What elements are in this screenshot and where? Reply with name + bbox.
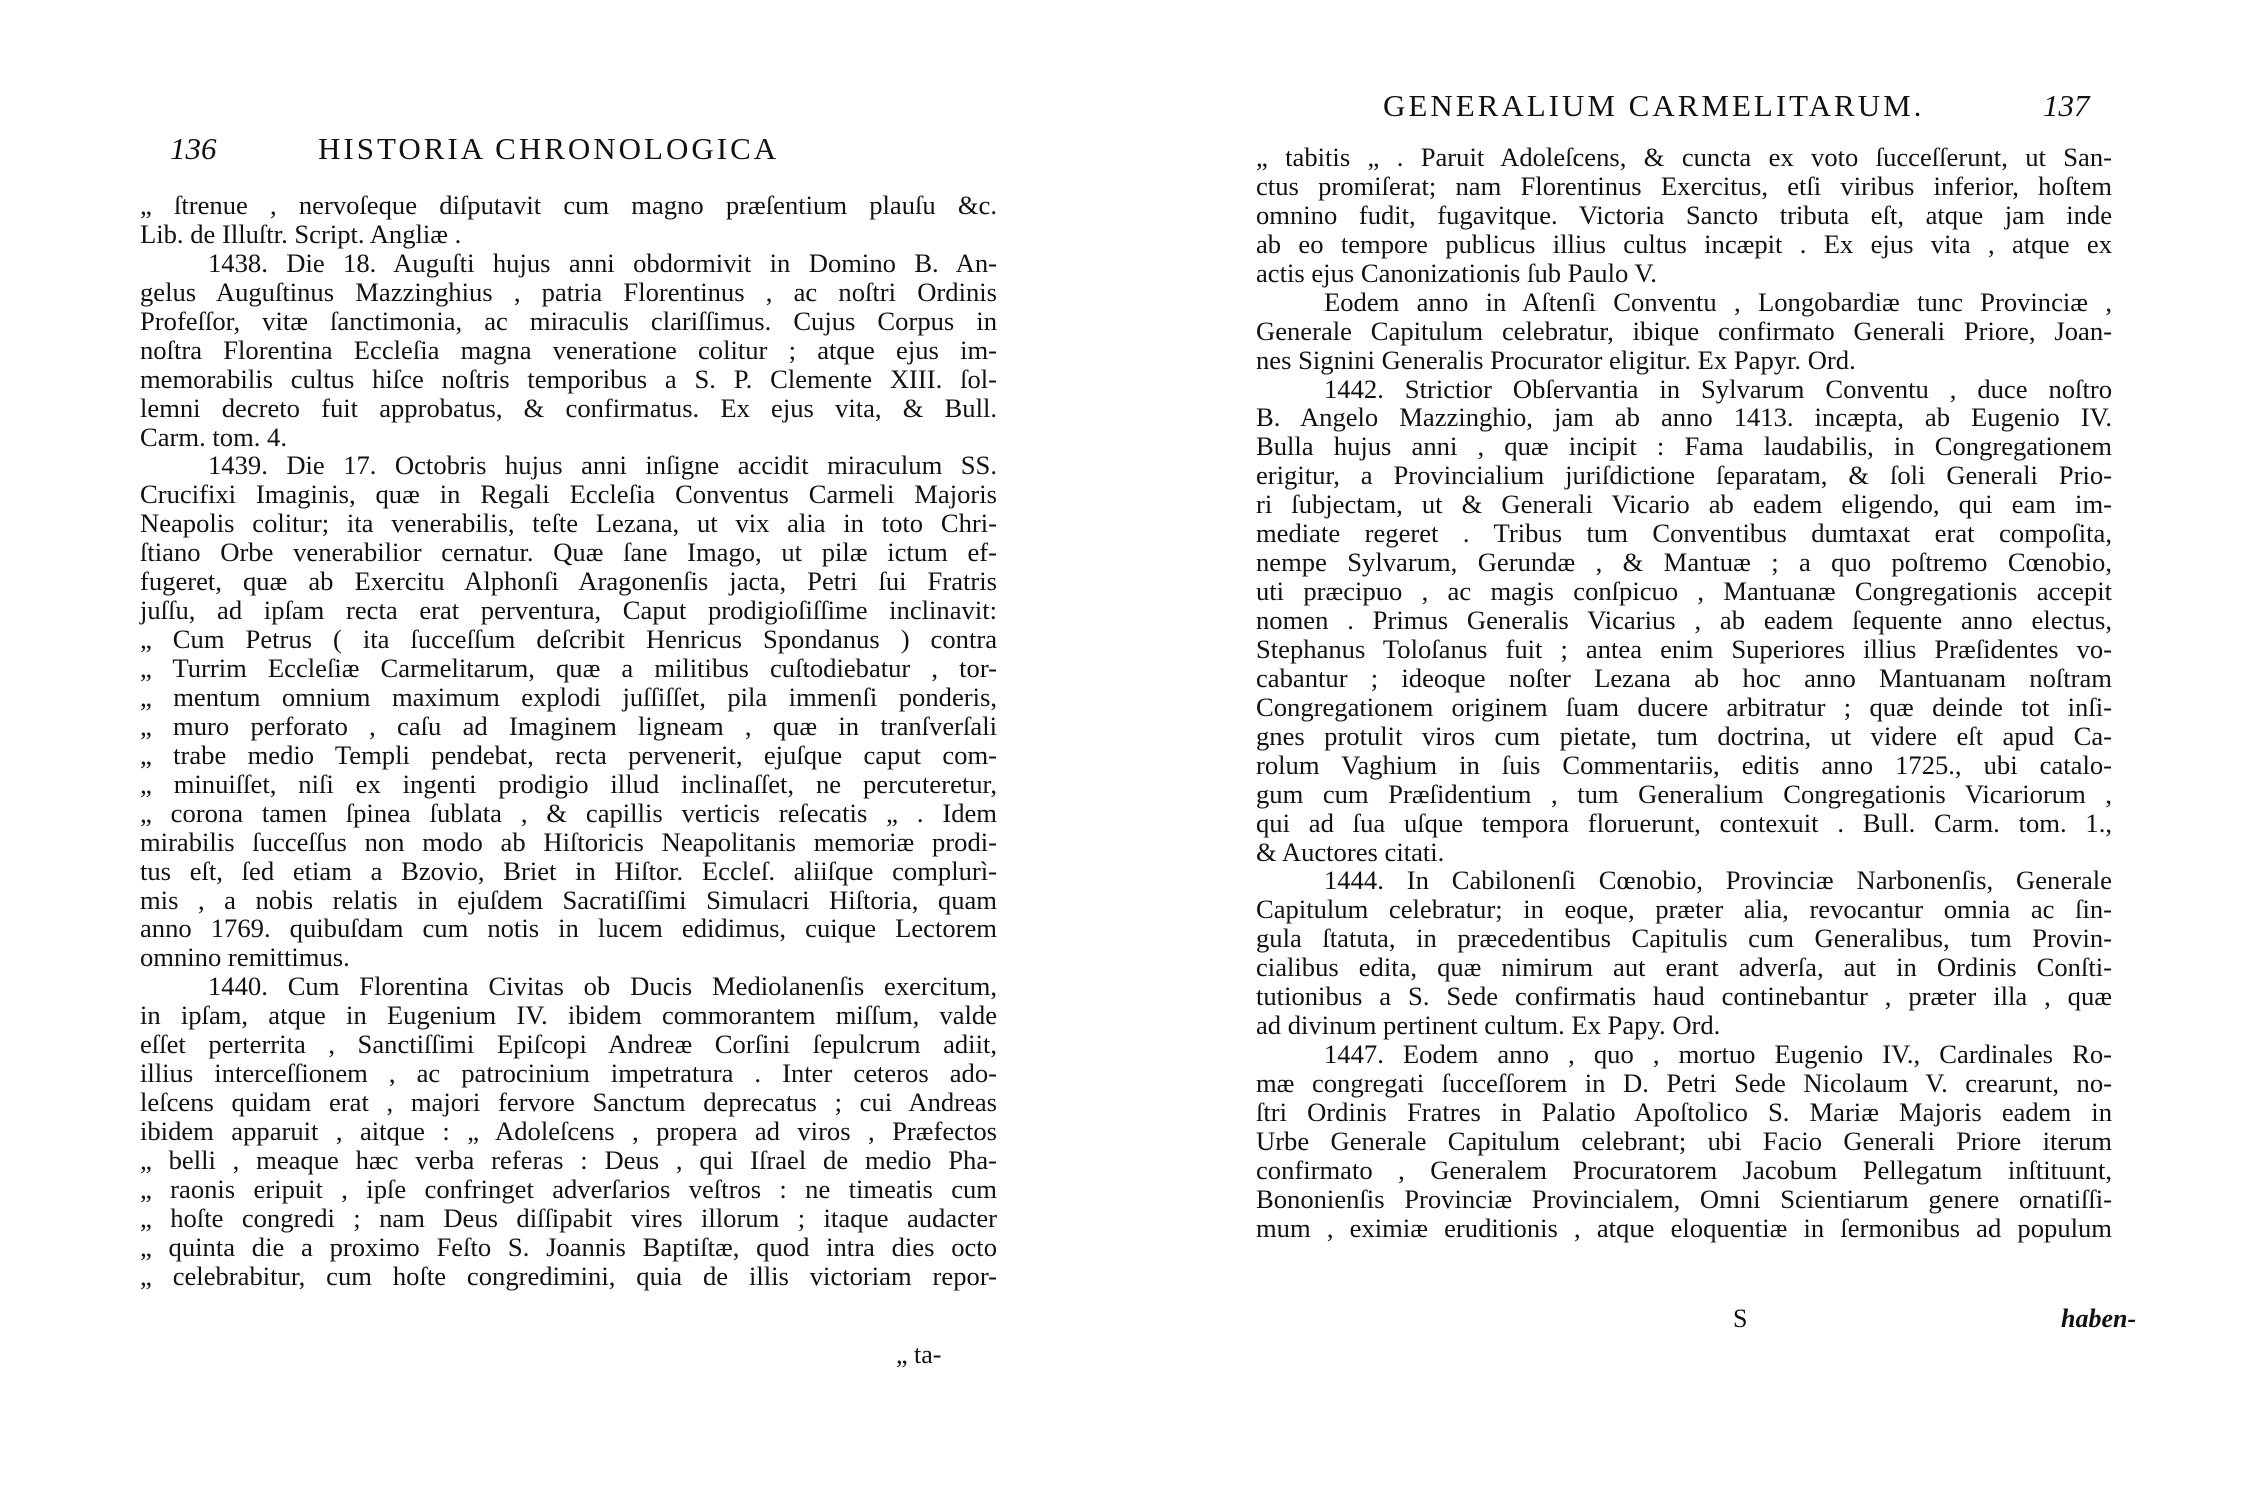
text-line: Lib. de Illuſtr. Script. Angliæ . xyxy=(140,218,462,249)
text-line: Neapolis colitur; ita venerabilis, teſte Lezana, ut vix alia in toto Chri- xyxy=(140,508,997,539)
text-column xyxy=(140,191,997,1291)
page-number: 136 xyxy=(170,131,217,166)
text-line: „ corona tamen ſpinea ſublata , & capillis verticis reſecatis „ . Idem xyxy=(140,797,997,828)
text-line: gula ſtatuta, in præcedentibus Capitulis cum Generalibus, tum Provin- xyxy=(1256,923,2112,954)
text-line: „ minuiſſet, niſi ex ingenti prodigio illud inclinaſſet, ne percuteretur, xyxy=(140,768,997,799)
text-line: „ celebrabitur, cum hoſte congredimini, quia de illis victoriam repor- xyxy=(140,1260,997,1291)
text-line: mediate regeret . Tribus tum Conventibus dumtaxat erat compoſita, xyxy=(1256,518,2112,549)
text-line: nes Signini Generalis Procurator eligitur. Ex Papyr. Ord. xyxy=(1256,344,1856,375)
text-line: tutionibus a S. Sede confirmatis haud continebantur , præter illa , quæ xyxy=(1256,981,2112,1012)
text-line: Bulla hujus anni , quæ incipit : Fama laudabilis, in Congregationem xyxy=(1256,431,2112,462)
text-line: „ ſtrenue , nervoſeque diſputavit cum magno præſentium plauſu &c. xyxy=(140,190,997,220)
text-line: Generale Capitulum celebratur, ibique confirmato Generali Priore, Joan- xyxy=(1256,315,2112,346)
text-line: „ belli , meaque hæc verba referas : Deus , qui Iſrael de medio Pha- xyxy=(140,1144,997,1175)
text-line: omnino remittimus. xyxy=(140,942,350,973)
text-line: illius interceſſionem , ac patrocinium impetratura . Inter ceteros ado- xyxy=(140,1058,997,1089)
text-line: 1438. Die 18. Auguſti hujus anni obdormivit in Domino B. An- xyxy=(208,247,997,278)
signature-mark: S xyxy=(1733,1304,1748,1333)
text-line: ab eo tempore publicus illius cultus incæpit . Ex ejus vita , atque ex xyxy=(1256,228,2112,259)
text-line: lemni decreto fuit approbatus, & confirmatus. Ex ejus vita, & Bull. xyxy=(140,392,997,423)
text-line: omnino fudit, fugavitque. Victoria Sancto tributa eſt, atque jam inde xyxy=(1256,199,2112,230)
text-line: Stephanus Toloſanus fuit ; antea enim Superiores illius Præſidentes vo- xyxy=(1256,633,2112,664)
text-line: anno 1769. quibuſdam cum notis in lucem edidimus, cuique Lectorem xyxy=(140,913,997,944)
text-line: Profeſſor, vitæ ſanctimonia, ac miraculis clariſſimus. Cujus Corpus in xyxy=(140,305,997,336)
text-line: juſſu, ad ipſam recta erat perventura, Caput prodigioſiſſime inclinavit: xyxy=(140,595,997,626)
text-line: cabantur ; ideoque noſter Lezana ab hoc anno Mantuanam noſtram xyxy=(1256,662,2112,693)
right-page xyxy=(1125,0,2250,1501)
text-line: noſtra Florentina Eccleſia magna veneratione colitur ; atque ejus im- xyxy=(140,334,997,365)
text-line: 1442. Strictior Obſervantia in Sylvarum Conventu , duce noſtro xyxy=(1324,373,2112,404)
text-line: rolum Vaghium in ſuis Commentariis, editis anno 1725., ubi catalo- xyxy=(1256,749,2112,780)
text-line: nempe Sylvarum, Gerundæ , & Mantuæ ; a quo poſtremo Cœnobio, xyxy=(1256,547,2112,578)
text-line: 1447. Eodem anno , quo , mortuo Eugenio IV., Cardinales Ro- xyxy=(1324,1039,2112,1070)
text-line: gum cum Præſidentium , tum Generalium Congregationis Vicariorum , xyxy=(1256,778,2112,809)
text-line: confirmato , Generalem Procuratorem Jacobum Pellegatum inſtituunt, xyxy=(1256,1154,2112,1185)
running-header: HISTORIA CHRONOLOGICA xyxy=(318,131,780,166)
catchword: „ ta- xyxy=(896,1340,942,1369)
text-line: gnes protulit viros cum pietate, tum doctrina, ut videre eſt apud Ca- xyxy=(1256,720,2112,751)
text-line: & Auctores citati. xyxy=(1256,836,1445,867)
text-line: „ Cum Petrus ( ita ſucceſſum deſcribit Henricus Spondanus ) contra xyxy=(140,624,997,655)
text-line: Carm. tom. 4. xyxy=(140,421,287,452)
text-line: 1444. In Cabilonenſi Cœnobio, Provinciæ Narbonenſis, Generale xyxy=(1324,865,2112,896)
text-line: uti præcipuo , ac magis conſpicuo , Mantuanæ Congregationis accepit xyxy=(1256,576,2112,607)
text-line: ſtiano Orbe venerabilior cernatur. Quæ ſane Imago, ut pilæ ictum ef- xyxy=(140,537,997,568)
text-line: cialibus edita, quæ nimirum aut erant adverſa, aut in Ordinis Conſti- xyxy=(1256,952,2112,983)
text-line: in ipſam, atque in Eugenium IV. ibidem commorantem miſſum, valde xyxy=(140,1000,997,1031)
text-line: eſſet perterrita , Sanctiſſimi Epiſcopi Andreæ Corſini ſepulcrum adiit, xyxy=(140,1029,997,1060)
text-line: 1440. Cum Florentina Civitas ob Ducis Mediolanenſis exercitum, xyxy=(208,971,997,1002)
text-line: „ muro perforato , caſu ad Imaginem ligneam , quæ in tranſverſali xyxy=(140,710,997,741)
text-line: Eodem anno in Aſtenſi Conventu , Longobardiæ tunc Provinciæ , xyxy=(1324,286,2112,317)
catchword: haben- xyxy=(2061,1304,2137,1333)
text-line: „ Turrim Eccleſiæ Carmelitarum, quæ a militibus cuſtodiebatur , tor- xyxy=(140,653,997,683)
text-line: gelus Auguſtinus Mazzinghius , patria Florentinus , ac noſtri Ordinis xyxy=(140,276,997,307)
text-line: Congregationem originem ſuam ducere arbitratur ; quæ deinde tot inſi- xyxy=(1256,691,2112,722)
text-line: „ raonis eripuit , ipſe confringet adverſarios veſtros : ne timeatis cum xyxy=(140,1173,997,1204)
text-line: Crucifixi Imaginis, quæ in Regali Eccleſia Conventus Carmeli Majoris xyxy=(140,479,997,510)
page-number: 137 xyxy=(2043,88,2090,123)
text-line: 1439. Die 17. Octobris hujus anni inſigne accidit miraculum SS. xyxy=(208,450,997,481)
text-line: ibidem apparuit , aitque : „ Adoleſcens , propera ad viros , Præfectos xyxy=(140,1116,997,1146)
text-line: Capitulum celebratur; in eoque, præter alia, revocantur omnia ac ſin- xyxy=(1256,894,2112,925)
text-line: ſtri Ordinis Fratres in Palatio Apoſtolico S. Mariæ Majoris eadem in xyxy=(1256,1096,2112,1127)
text-column xyxy=(1256,143,2112,1243)
text-line: nomen . Primus Generalis Vicarius , ab eadem ſequente anno electus, xyxy=(1256,605,2112,635)
text-line: erigitur, a Provincialium juriſdictione ſeparatam, & ſoli Generali Prio- xyxy=(1256,460,2112,491)
text-line: mæ congregati ſucceſſorem in D. Petri Sede Nicolaum V. crearunt, no- xyxy=(1256,1068,2112,1098)
text-line: tus eſt, ſed etiam a Bzovio, Briet in Hiſtor. Eccleſ. aliiſque complurì- xyxy=(140,855,997,886)
text-line: memorabilis cultus hiſce noſtris temporibus a S. P. Clemente XIII. ſol- xyxy=(140,363,997,394)
text-line: „ trabe medio Templi pendebat, recta pervenerit, ejuſque caput com- xyxy=(140,739,997,770)
text-line: „ tabitis „ . Paruit Adoleſcens, & cuncta ex voto ſucceſſerunt, ut San- xyxy=(1256,142,2112,172)
text-line: ad divinum pertinent cultum. Ex Papy. Ord. xyxy=(1256,1010,1721,1041)
text-line: „ quinta die a proximo Feſto S. Joannis Baptiſtæ, quod intra dies octo xyxy=(140,1231,997,1262)
text-line: „ hoſte congredi ; nam Deus diſſipabit vires illorum ; itaque audacter xyxy=(140,1202,997,1233)
text-line: ri ſubjectam, ut & Generali Vicario ab eadem eligendo, qui eam im- xyxy=(1256,489,2112,520)
text-line: Bononienſis Provinciæ Provincialem, Omni Scientiarum genere ornatiſſi- xyxy=(1256,1183,2112,1214)
text-line: fugeret, quæ ab Exercitu Alphonſi Aragonenſis jacta, Petri ſui Fratris xyxy=(140,566,997,597)
text-line: mum , eximiæ eruditionis , atque eloquentiæ in ſermonibus ad populum xyxy=(1256,1212,2112,1243)
text-line: mis , a nobis relatis in ejuſdem Sacratiſſimi Simulacri Hiſtoria, quam xyxy=(140,884,997,915)
text-line: leſcens quidam erat , majori fervore Sanctum deprecatus ; cui Andreas xyxy=(140,1087,997,1118)
text-line: ctus promiſerat; nam Florentinus Exercitus, etſi viribus inferior, hoſtem xyxy=(1256,170,2112,201)
text-line: „ mentum omnium maximum explodi juſſiſſet, pila immenſi ponderis, xyxy=(140,681,997,712)
text-line: B. Angelo Mazzinghio, jam ab anno 1413. incæpta, ab Eugenio IV. xyxy=(1256,402,2112,433)
running-header: GENERALIUM CARMELITARUM. xyxy=(1383,88,1925,123)
text-line: qui ad ſua uſque tempora floruerunt, contexuit . Bull. Carm. tom. 1., xyxy=(1256,807,2112,838)
text-line: actis ejus Canonizationis ſub Paulo V. xyxy=(1256,257,1657,288)
text-line: mirabilis ſucceſſus non modo ab Hiſtoricis Neapolitanis memoriæ prodi- xyxy=(140,826,997,857)
text-line: Urbe Generale Capitulum celebrant; ubi Facio Generali Priore iterum xyxy=(1256,1125,2112,1156)
